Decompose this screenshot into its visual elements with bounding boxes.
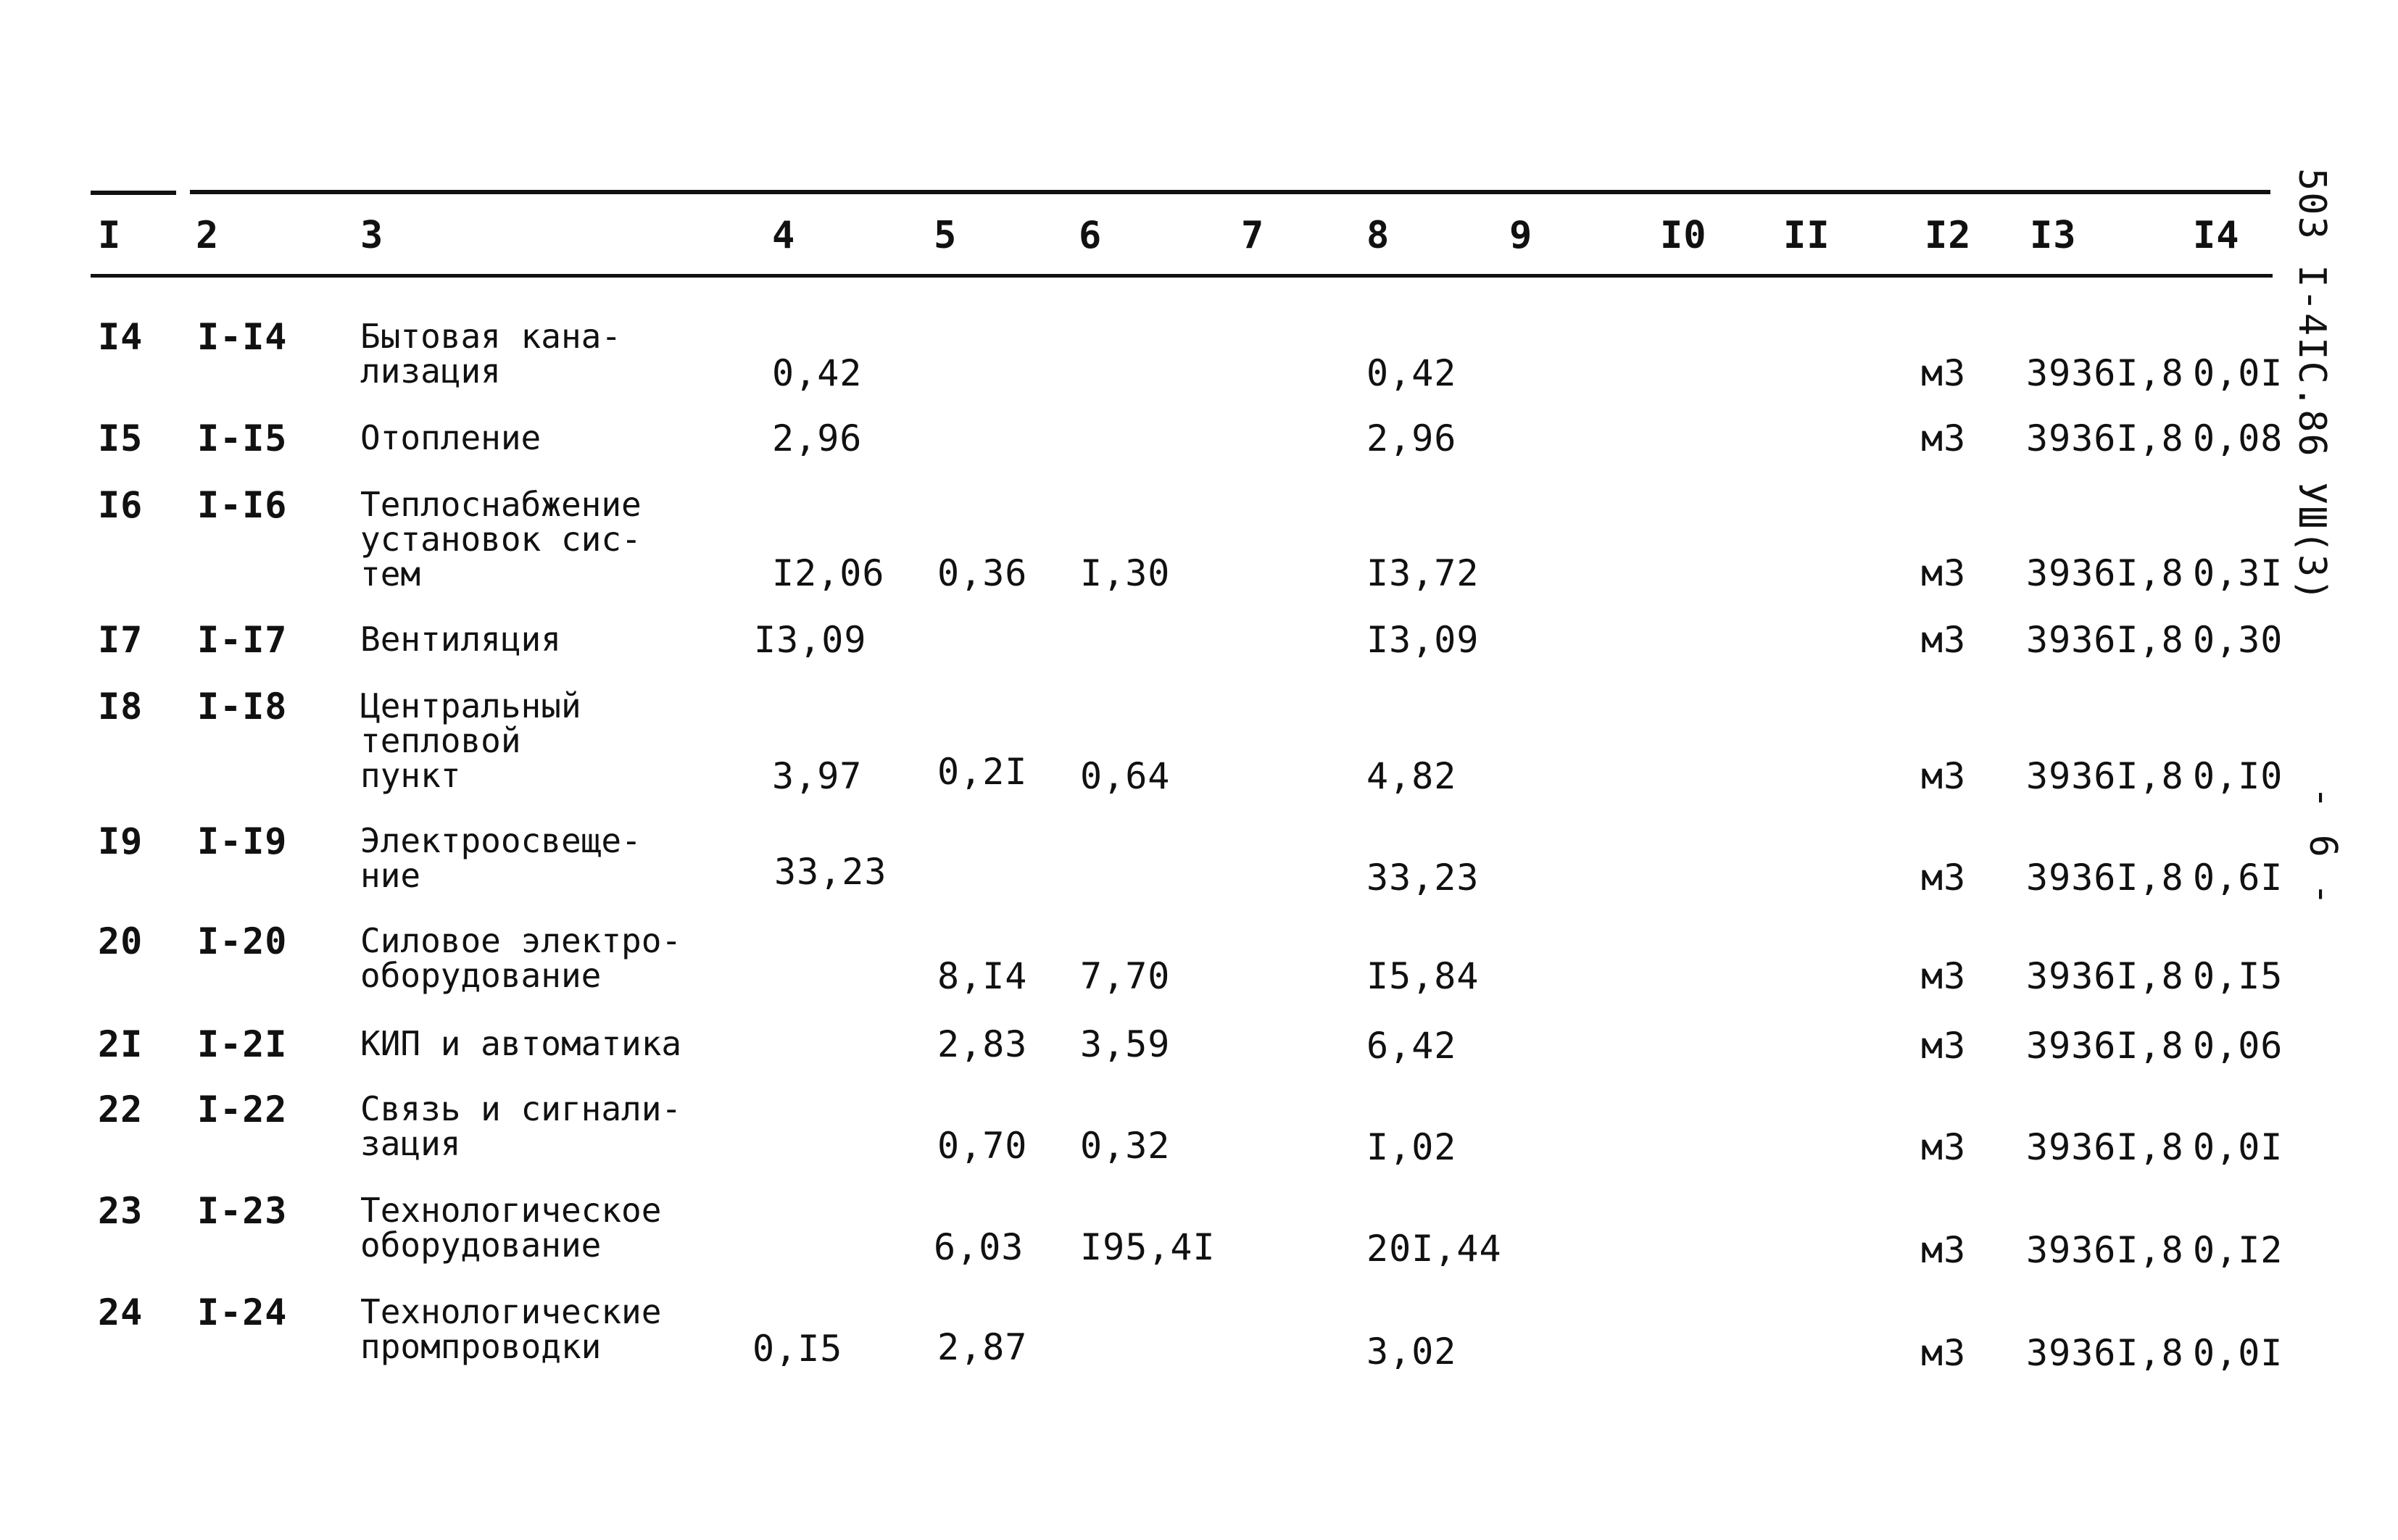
row-col14: 0,08 xyxy=(2193,417,2283,459)
row-number: 2I xyxy=(98,1023,144,1065)
row-name: Вентиляция xyxy=(360,620,561,659)
row-col5: 0,2I xyxy=(937,751,1028,793)
col-header-14: I4 xyxy=(2193,214,2240,257)
row-col8: I3,72 xyxy=(1366,552,1480,594)
col-header-3: 3 xyxy=(360,214,384,257)
row-col6: 3,59 xyxy=(1080,1023,1171,1065)
row-col13: 3936I,8 xyxy=(2026,1126,2184,1168)
row-code: I-24 xyxy=(197,1291,288,1333)
row-col13: 3936I,8 xyxy=(2026,552,2184,594)
row-col6: I95,4I xyxy=(1080,1226,1216,1268)
row-number: 20 xyxy=(98,920,144,962)
col-header-10: I0 xyxy=(1660,214,1707,257)
row-col14: 0,30 xyxy=(2193,619,2283,661)
row-number: I8 xyxy=(98,686,144,728)
row-col13: 3936I,8 xyxy=(2026,755,2184,797)
row-col4: 0,42 xyxy=(772,352,863,394)
row-col14: 0,I2 xyxy=(2193,1229,2283,1271)
row-col8: 2,96 xyxy=(1366,417,1457,459)
row-number: I6 xyxy=(98,484,144,526)
col-header-13: I3 xyxy=(2030,214,2077,257)
row-col8: I3,09 xyxy=(1366,619,1480,661)
row-col14: 0,0I xyxy=(2193,352,2283,394)
page-number: - 6 - xyxy=(2301,786,2344,907)
row-unit: м3 xyxy=(1921,417,1967,459)
row-col14: 0,I5 xyxy=(2193,955,2283,997)
row-name: Технологическое оборудование xyxy=(360,1191,662,1265)
row-code: I-I4 xyxy=(197,316,288,358)
col-header-4: 4 xyxy=(772,214,796,257)
row-name: Теплоснабжение установок сис- тем xyxy=(360,485,642,594)
row-col8: 6,42 xyxy=(1366,1025,1457,1067)
row-col8: 20I,44 xyxy=(1366,1228,1502,1270)
row-name: Центральный тепловой пункт xyxy=(360,686,581,795)
row-col13: 3936I,8 xyxy=(2026,417,2184,459)
row-unit: м3 xyxy=(1921,619,1967,661)
row-col8: 33,23 xyxy=(1366,857,1480,899)
row-col13: 3936I,8 xyxy=(2026,619,2184,661)
row-col5: 2,83 xyxy=(937,1023,1028,1065)
row-name: КИП и автоматика xyxy=(360,1024,682,1063)
row-unit: м3 xyxy=(1921,352,1967,394)
row-col6: 7,70 xyxy=(1080,955,1171,997)
row-col14: 0,3I xyxy=(2193,552,2283,594)
row-col6: I,30 xyxy=(1080,552,1171,594)
row-code: I-2I xyxy=(197,1023,288,1065)
row-col14: 0,0I xyxy=(2193,1332,2283,1374)
row-code: I-I9 xyxy=(197,820,288,862)
row-name: Связь и сигнали- зация xyxy=(360,1089,682,1163)
row-col13: 3936I,8 xyxy=(2026,352,2184,394)
col-header-12: I2 xyxy=(1925,214,1972,257)
col-header-11: II xyxy=(1783,214,1830,257)
row-code: I-20 xyxy=(197,920,288,962)
row-unit: м3 xyxy=(1921,955,1967,997)
row-col8: 3,02 xyxy=(1366,1331,1457,1373)
row-unit: м3 xyxy=(1921,857,1967,899)
row-col14: 0,6I xyxy=(2193,857,2283,899)
row-col4: 3,97 xyxy=(772,755,863,797)
header-rule xyxy=(91,274,2273,278)
row-col14: 0,06 xyxy=(2193,1025,2283,1067)
row-col4: 33,23 xyxy=(774,851,887,893)
row-name: Отопление xyxy=(360,418,542,457)
row-unit: м3 xyxy=(1921,755,1967,797)
top-rule xyxy=(190,190,2270,194)
row-col4: 2,96 xyxy=(772,417,863,459)
row-col4: I2,06 xyxy=(772,552,885,594)
row-number: I5 xyxy=(98,417,144,459)
row-col5: 8,I4 xyxy=(937,955,1028,997)
row-number: I9 xyxy=(98,820,144,862)
row-col8: 0,42 xyxy=(1366,352,1457,394)
row-unit: м3 xyxy=(1921,552,1967,594)
row-col13: 3936I,8 xyxy=(2026,955,2184,997)
row-code: I-I6 xyxy=(197,484,288,526)
col-header-1: I xyxy=(98,214,122,257)
col-header-2: 2 xyxy=(196,214,220,257)
row-code: I-I7 xyxy=(197,619,288,661)
row-col5: 6,03 xyxy=(934,1226,1024,1268)
row-col6: 0,64 xyxy=(1080,755,1171,797)
col-header-5: 5 xyxy=(934,214,958,257)
row-name: Электроосвеще- ние xyxy=(360,821,642,895)
row-unit: м3 xyxy=(1921,1332,1967,1374)
row-unit: м3 xyxy=(1921,1025,1967,1067)
row-name: Технологические промпроводки xyxy=(360,1292,662,1366)
row-col5: 0,36 xyxy=(937,552,1028,594)
row-col4: I3,09 xyxy=(754,619,867,661)
row-col8: I5,84 xyxy=(1366,955,1480,997)
top-rule-short xyxy=(91,191,176,195)
row-col13: 3936I,8 xyxy=(2026,1025,2184,1067)
row-code: I-I8 xyxy=(197,686,288,728)
row-number: I4 xyxy=(98,316,144,358)
row-number: 23 xyxy=(98,1190,144,1232)
row-col5: 2,87 xyxy=(937,1326,1028,1368)
row-unit: м3 xyxy=(1921,1229,1967,1271)
row-col8: 4,82 xyxy=(1366,755,1457,797)
col-header-6: 6 xyxy=(1079,214,1103,257)
row-name: Силовое электро- оборудование xyxy=(360,921,682,995)
row-col5: 0,70 xyxy=(937,1125,1028,1167)
row-number: 22 xyxy=(98,1089,144,1131)
row-number: 24 xyxy=(98,1291,144,1333)
document-code: 503 I-4IС.86 УШ(3) xyxy=(2290,168,2333,603)
row-col14: 0,0I xyxy=(2193,1126,2283,1168)
col-header-8: 8 xyxy=(1366,214,1390,257)
row-col6: 0,32 xyxy=(1080,1125,1171,1167)
row-unit: м3 xyxy=(1921,1126,1967,1168)
row-col13: 3936I,8 xyxy=(2026,857,2184,899)
row-code: I-22 xyxy=(197,1089,288,1131)
row-col8: I,02 xyxy=(1366,1126,1457,1168)
row-col13: 3936I,8 xyxy=(2026,1332,2184,1374)
row-col4: 0,I5 xyxy=(752,1328,843,1370)
row-number: I7 xyxy=(98,619,144,661)
col-header-7: 7 xyxy=(1241,214,1265,257)
row-col14: 0,I0 xyxy=(2193,755,2283,797)
row-code: I-23 xyxy=(197,1190,288,1232)
row-col13: 3936I,8 xyxy=(2026,1229,2184,1271)
row-name: Бытовая кана- лизация xyxy=(360,317,622,391)
row-code: I-I5 xyxy=(197,417,288,459)
col-header-9: 9 xyxy=(1509,214,1533,257)
